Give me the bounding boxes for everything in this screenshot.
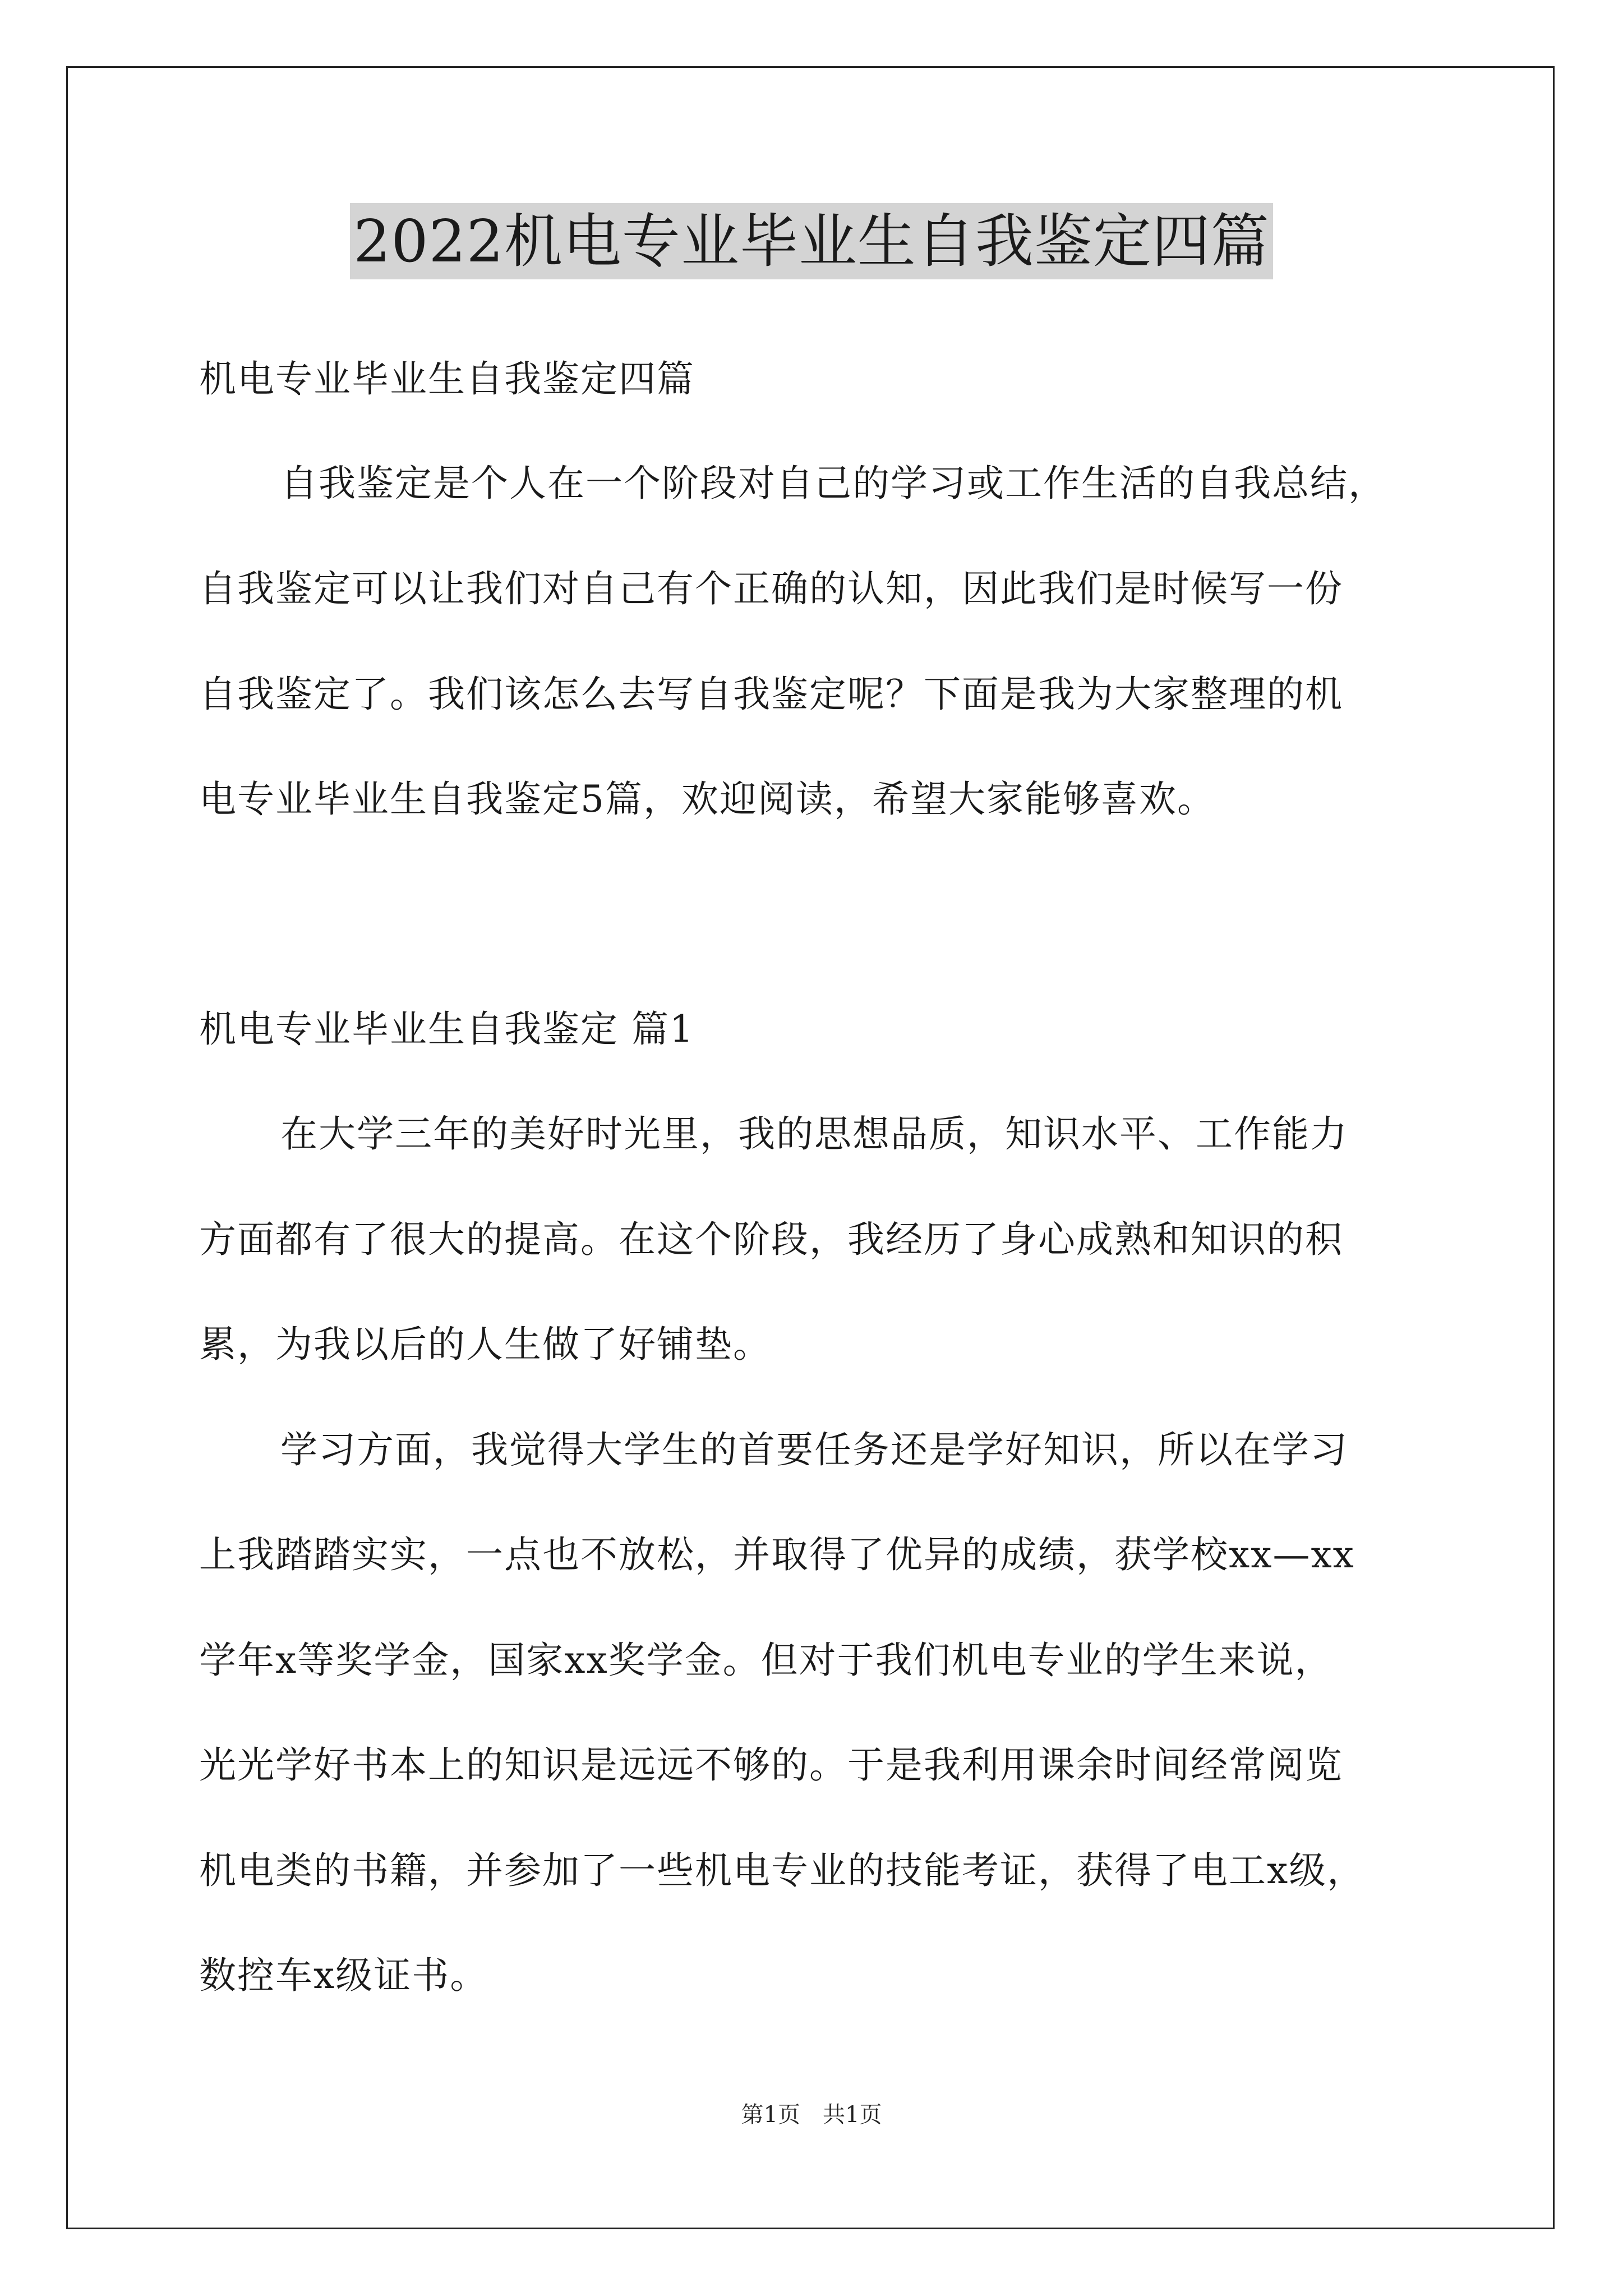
paragraph-line: 累，为我以后的人生做了好铺垫。 (199, 1323, 771, 1366)
paragraph-line: 在大学三年的美好时光里，我的思想品质，知识水平、工作能力 (280, 1112, 1348, 1156)
subtitle-line: 机电专业毕业生自我鉴定四篇 (199, 357, 695, 401)
page-footer (0, 2101, 1623, 2129)
paragraph-line: 方面都有了很大的提高。在这个阶段，我经历了身心成熟和知识的积 (199, 1218, 1343, 1261)
paragraph-line: 学习方面，我觉得大学生的首要任务还是学好知识，所以在学习 (280, 1428, 1348, 1471)
paragraph-line: 学年x等奖学金，国家xx奖学金。但对于我们机电专业的学生来说， (199, 1639, 1333, 1682)
document-title: 2022机电专业毕业生自我鉴定四篇 (350, 203, 1273, 279)
paragraph-line: 光光学好书本上的知识是远远不够的。于是我利用课余时间经常阅览 (199, 1743, 1343, 1787)
paragraph-line: 数控车x级证书。 (199, 1954, 488, 1997)
section-heading: 机电专业毕业生自我鉴定 篇1 (199, 1007, 694, 1051)
paragraph-line: 自我鉴定是个人在一个阶段对自己的学习或工作生活的自我总结， (280, 462, 1386, 505)
page-number-current: 第1页 (741, 2102, 800, 2128)
paragraph-line: 电专业毕业生自我鉴定5篇，欢迎阅读，希望大家能够喜欢。 (199, 777, 1215, 821)
page-number-total: 共1页 (823, 2102, 882, 2128)
paragraph-line: 自我鉴定了。我们该怎么去写自我鉴定呢？下面是我为大家整理的机 (199, 673, 1343, 716)
paragraph-line: 自我鉴定可以让我们对自己有个正确的认知，因此我们是时候写一份 (199, 567, 1343, 610)
document-title-block (0, 203, 1623, 279)
paragraph-line: 机电类的书籍，并参加了一些机电专业的技能考证，获得了电工x级， (199, 1849, 1366, 1892)
paragraph-line: 上我踏踏实实，一点也不放松，并取得了优异的成绩，获学校xx—xx (199, 1533, 1355, 1576)
